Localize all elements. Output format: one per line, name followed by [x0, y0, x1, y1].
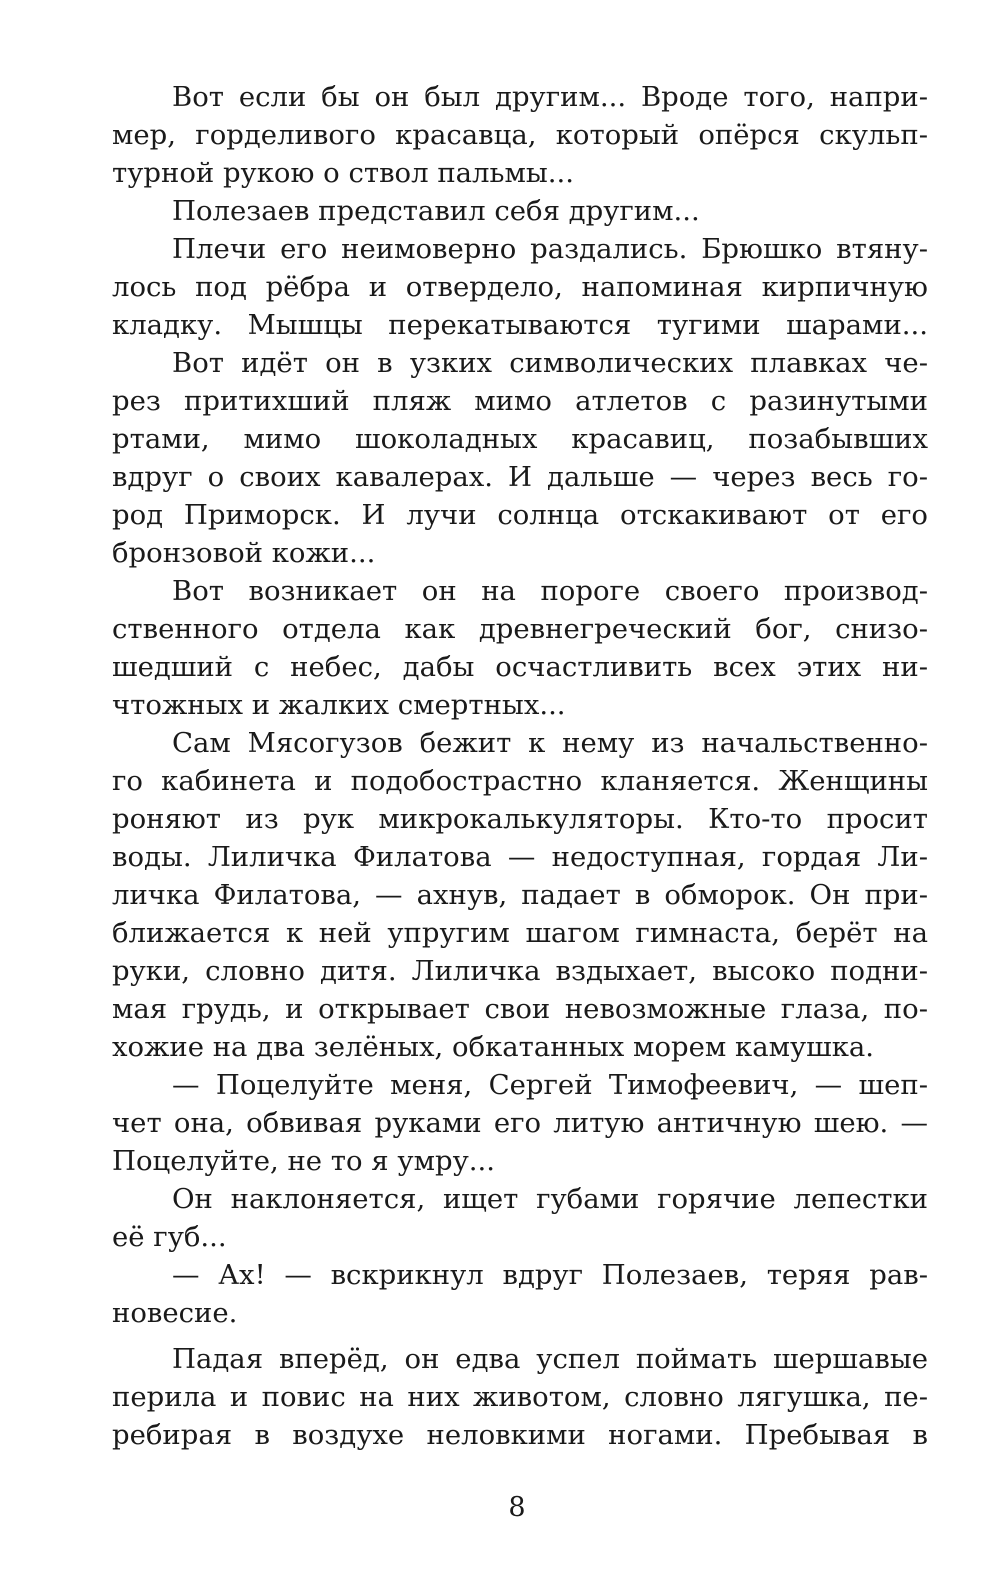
text-line: её губ...: [112, 1221, 227, 1253]
text-line: ребирая в воздухе неловкими ногами. Пребывая в: [112, 1419, 928, 1451]
text-line: турной рукою о ствол пальмы...: [112, 157, 574, 189]
text-line: Сам Мясогузов бежит к нему из начальственно-: [172, 727, 928, 759]
text-line: — Поцелуйте меня, Сергей Тимофеевич, — шеп-: [172, 1069, 928, 1101]
text-line: Вот идёт он в узких символических плавках че-: [172, 347, 928, 379]
text-line: рез притихший пляж мимо атлетов с разинутыми: [112, 385, 928, 417]
text-line: го кабинета и подобострастно кланяется. Женщины: [112, 765, 928, 797]
text-line: Он наклоняется, ищет губами горячие лепестки: [172, 1183, 928, 1215]
text-line: Вот возникает он на пороге своего производ-: [172, 575, 928, 607]
book-page-text: [112, 78, 928, 1454]
text-line: руки, словно дитя. Лиличка вздыхает, высоко подни-: [112, 955, 928, 987]
text-line: бронзовой кожи...: [112, 537, 376, 569]
text-line: Падая вперёд, он едва успел поймать шершавые: [172, 1343, 928, 1375]
text-line: новесие.: [112, 1297, 238, 1329]
text-line: Полезаев представил себя другим...: [172, 195, 700, 227]
text-line: — Ах! — вскрикнул вдруг Полезаев, теряя рав-: [172, 1259, 928, 1291]
text-line: мер, горделивого красавца, который опёрся скульп-: [112, 119, 928, 151]
text-line: мая грудь, и открывает свои невозможные глаза, по-: [112, 993, 928, 1025]
text-line: личка Филатова, — ахнув, падает в обморок. Он при-: [112, 879, 928, 911]
text-line: хожие на два зелёных, обкатанных морем камушка.: [112, 1031, 875, 1063]
text-line: род Приморск. И лучи солнца отскакивают от его: [112, 499, 928, 531]
text-line: воды. Лиличка Филатова — недоступная, гордая Ли-: [112, 841, 928, 873]
text-line: чтожных и жалких смертных...: [112, 689, 566, 721]
text-line: чет она, обвивая руками его литую античную шею. —: [112, 1107, 928, 1139]
page-number: 8: [508, 1492, 526, 1523]
text-line: ственного отдела как древнегреческий бог, снизо-: [112, 613, 928, 645]
text-line: ближается к ней упругим шагом гимнаста, берёт на: [112, 917, 928, 949]
text-line: перила и повис на них животом, словно лягушка, пе-: [112, 1381, 928, 1413]
text-line: кладку. Мышцы перекатываются тугими шарами...: [112, 309, 928, 341]
text-line: лось под рёбра и отвердело, напоминая кирпичную: [112, 271, 928, 303]
text-line: Вот если бы он был другим... Вроде того, напри-: [172, 81, 928, 113]
text-line: вдруг о своих кавалерах. И дальше — через весь го-: [112, 461, 928, 493]
text-line: Поцелуйте, не то я умру...: [112, 1145, 495, 1177]
text-line: роняют из рук микрокалькуляторы. Кто-то просит: [112, 803, 928, 835]
text-line: шедший с небес, дабы осчастливить всех этих ни-: [112, 651, 928, 683]
text-line: Плечи его неимоверно раздались. Брюшко втяну-: [172, 233, 928, 265]
text-line: ртами, мимо шоколадных красавиц, позабывших: [112, 423, 928, 455]
